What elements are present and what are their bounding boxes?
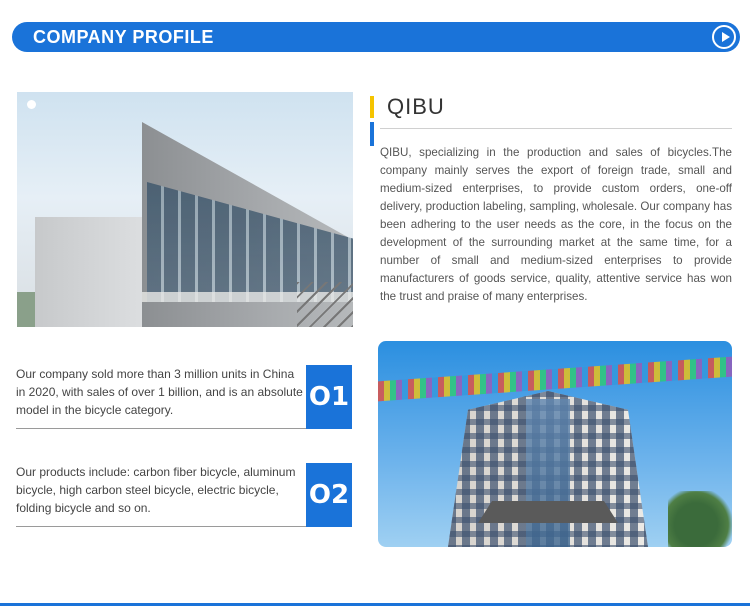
highlight-number: O2	[306, 463, 352, 527]
highlight-text: Our company sold more than 3 million units in China in 2020, with sales of over 1 billion, and is an absolute model in the bicycle category.	[16, 367, 303, 417]
highlight-box-1	[16, 365, 352, 429]
divider	[16, 526, 306, 527]
divider	[380, 128, 732, 129]
section-title: COMPANY PROFILE	[33, 27, 214, 47]
carousel-dot[interactable]	[27, 100, 36, 109]
highlight-number: O1	[306, 365, 352, 429]
play-circle-icon[interactable]	[712, 25, 736, 49]
divider	[16, 428, 306, 429]
accent-bar-blue	[370, 122, 374, 146]
highlight-box-2	[16, 463, 352, 527]
highlight-text: Our products include: carbon fiber bicycle, aluminum bicycle, high carbon steel bicycle, electric bicycle, folding bicycle and so on.	[16, 465, 296, 515]
office-tower-photo	[378, 341, 732, 547]
section-header	[12, 22, 740, 52]
company-name-heading: QIBU	[387, 94, 445, 119]
accent-bar-yellow	[370, 96, 374, 118]
company-description: QIBU, specializing in the production and sales of bicycles.The company mainly serves the export of foreign trade, small and medium-sized enterprises, to provide custom orders, one-off delivery, production labeling, sampling, wholesale. Our company has been adhering to the user needs as the core, in the focus on the development of the surrounding market at the same time, for a number of small and medium-sized enterprises to provide manufacturers of goods service, quality, attentive service has won the trust and praise of many enterprises.	[380, 146, 732, 303]
factory-building-photo	[17, 92, 353, 327]
